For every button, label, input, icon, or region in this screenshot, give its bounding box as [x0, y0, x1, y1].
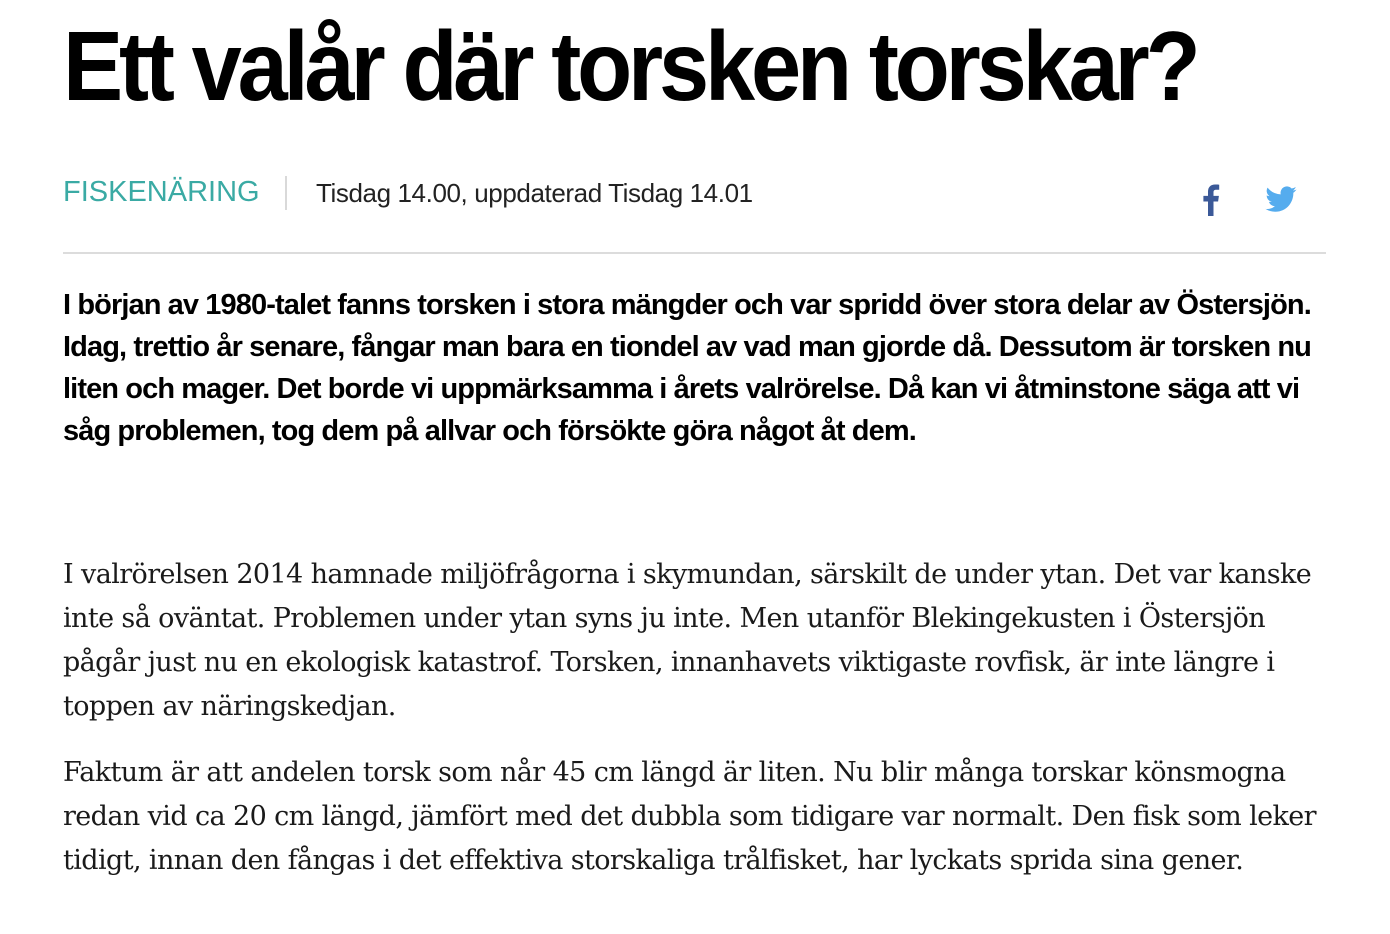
meta-separator-rule [63, 252, 1326, 254]
publish-timestamp: Tisdag 14.00, uppdaterad Tisdag 14.01 [316, 178, 753, 208]
facebook-icon [1196, 182, 1226, 216]
article-headline: Ett valår där torsken torskar? [63, 11, 1197, 121]
article-lead: I början av 1980-talet fanns torsken i stora mängder och var spridd över stora delar av Östersjön. Idag, trettio år senare, fångar man bara en tiondel av vad man gjorde då. Dessutom är torsken nu liten och mager. Det borde vi uppmärksamma i årets valrörelse. Då kan vi åtminstone säga att vi såg problemen, tog dem på allvar och försökte göra något åt dem. [63, 289, 1311, 447]
article-meta [63, 172, 1326, 216]
twitter-share-button[interactable] [1264, 182, 1294, 216]
body-paragraph: Faktum är att andelen torsk som når 45 cm längd är liten. Nu blir många torskar könsmogna redan vid ca 20 cm längd, jämfört med det dubbla som tidigare var normalt. Den fisk som leker tidigt, innan den fångas i det effektiva storskaliga trålfisket, har lyckats sprida sina gener. [63, 757, 1316, 876]
meta-divider [285, 176, 287, 210]
category-link[interactable]: FISKENÄRING [63, 176, 260, 208]
twitter-icon [1264, 182, 1298, 216]
share-buttons [1196, 182, 1294, 216]
body-paragraph: I valrörelsen 2014 hamnade miljöfrågorna i skymundan, särskilt de under ytan. Det var kanske inte så oväntat. Problemen under ytan syns ju inte. Men utanför Blekingekusten i Östersjön pågår just nu en ekologisk katastrof. Torsken, innanhavets viktigaste rovfisk, är inte längre i toppen av näringskedjan. [63, 559, 1312, 722]
facebook-share-button[interactable] [1196, 182, 1226, 216]
